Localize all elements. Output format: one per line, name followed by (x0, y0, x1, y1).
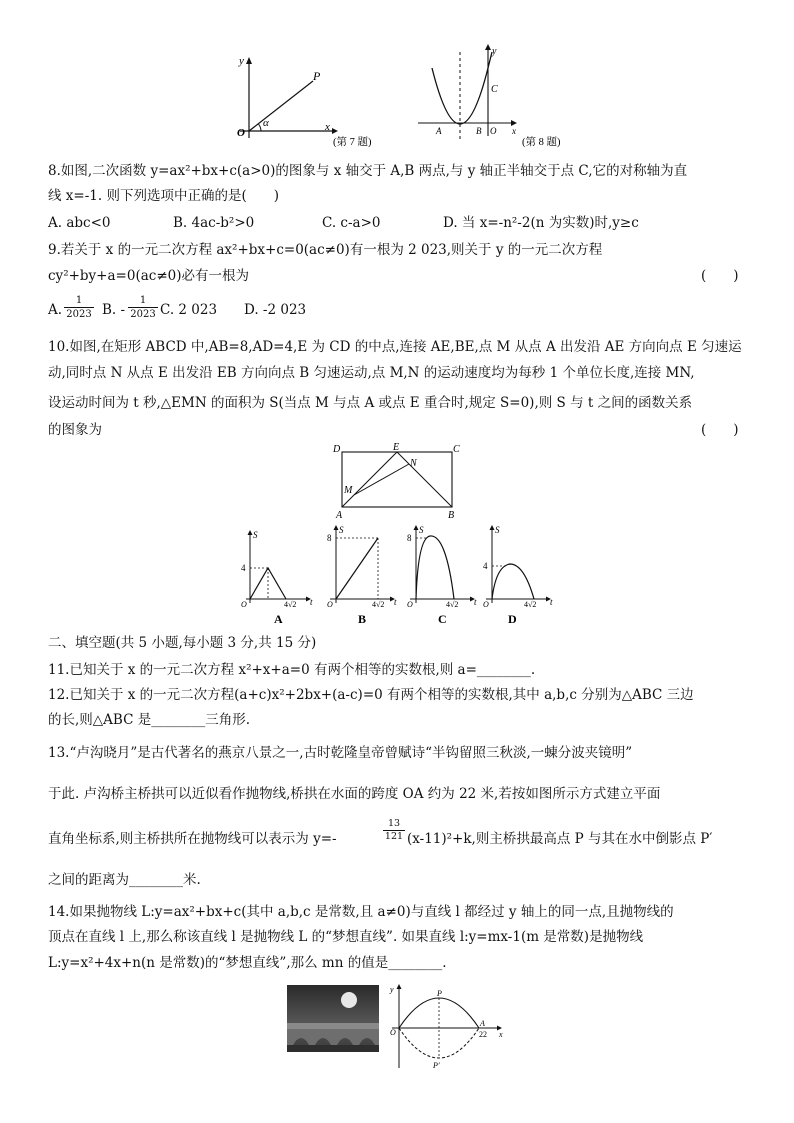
q13-line3-pre: 直角坐标系,则主桥拱所在抛物线可以表示为 y=- (48, 831, 337, 847)
q10-rectangle-figure (330, 440, 465, 522)
fig7-label-p: P (313, 69, 321, 83)
q10-segment-ae (342, 452, 397, 507)
graph-a-t-label: t (310, 597, 313, 607)
q13-label-a: A (480, 1019, 485, 1028)
q10-graph-c (402, 522, 482, 627)
section-heading: 二、填空题(共 5 小题,每小题 3 分,共 15 分) (48, 635, 317, 651)
fig7-angle-arc (259, 124, 262, 131)
q9-b-denominator: 2023 (130, 309, 156, 320)
graph-d-t-label: t (550, 597, 553, 607)
q9-b-numerator: 1 (128, 294, 158, 308)
graph-b-y-arrow (334, 525, 339, 530)
graph-d-origin: O (483, 600, 489, 609)
q8-stem-line1: 8.如图,二次函数 y=ax²+bx+c(a>0)的图象与 x 轴交于 A,B 两点,与 y 轴正半轴交于点 C,它的对称轴为直 (48, 163, 688, 179)
q9-a-numerator: 1 (64, 294, 94, 308)
q10-label-m: M (344, 485, 353, 496)
graph-d-curve (492, 564, 534, 599)
q10-stem-line2: 动,同时点 N 从点 E 出发沿 EB 方向向点 B 匀速运动,点 M,N 的运动速度均为每秒 1 个单位长度,连接 MN, (48, 365, 695, 381)
graph-a-ytick: 4 (241, 563, 246, 573)
q13-label-x: x (499, 1030, 503, 1039)
q13-y-arrow (397, 984, 402, 989)
q10-graph-b (322, 522, 402, 627)
fig7-y-arrow (246, 57, 252, 64)
graph-c-xtick: 4√2 (446, 600, 459, 609)
q9-stem-line1: 9.若关于 x 的一元二次方程 ax²+bx+c=0(ac≠0)有一根为 2 023,则关于 y 的一元二次方程 (48, 242, 603, 258)
graph-b-ytick: 8 (327, 533, 332, 543)
graph-b-xtick: 4√2 (372, 600, 385, 609)
graph-a-option-label: A (274, 612, 283, 626)
q10-label-e: E (393, 442, 400, 453)
fig7-caption: (第 7 题) (333, 137, 372, 148)
q10-label-d: D (333, 444, 341, 455)
q10-label-n: N (410, 458, 417, 469)
q13-line2: 于此. 卢沟桥主桥拱可以近似看作抛物线,桥拱在水面的跨度 OA 约为 22 米,若按如图所示方式建立平面 (48, 786, 661, 802)
graph-d-y-arrow (490, 525, 495, 530)
graph-b-origin: O (327, 600, 333, 609)
q13-label-22: 22 (479, 1030, 487, 1039)
q14-line1: 14.如果抛物线 L:y=ax²+bx+c(其中 a,b,c 是常数,且 a≠0)与直线 l 都经过 y 轴上的同一点,且抛物线的 (48, 904, 674, 920)
bridge-photo (287, 985, 379, 1052)
q10-segment-be (397, 452, 452, 507)
graph-c-y-arrow (414, 525, 419, 530)
q13-label-p: P (437, 989, 442, 998)
q9-stem-line2: cy²+by+a=0(ac≠0)必有一根为 (48, 268, 249, 284)
q12-line2: 的长,则△ABC 是________三角形. (48, 712, 251, 728)
fig8-label-a: A (436, 126, 442, 136)
q13-frac-num: 13 (383, 818, 405, 831)
fig8-label-y: y (492, 46, 497, 57)
fig8-label-x: x (512, 126, 516, 136)
fig8-caption: (第 8 题) (522, 137, 561, 148)
fig8-parabola (432, 52, 492, 124)
graph-d-xtick: 4√2 (524, 600, 537, 609)
fig8-label-o: O (490, 126, 497, 136)
graph-b-t-label: t (394, 597, 397, 607)
bridge-deck (287, 1023, 379, 1029)
q9-option-a-prefix: A. (48, 302, 63, 318)
q14-line2: 顶点在直线 l 上,那么称该直线 l 是抛物线 L 的“梦想直线”. 如果直线 l:y=mx-1(m 是常数)是抛物线 (48, 929, 644, 945)
graph-c-option-label: C (438, 612, 447, 626)
graph-d-option-label: D (508, 612, 517, 626)
graph-c-curve (416, 536, 454, 599)
q8-option-a: A. abc<0 (48, 215, 111, 231)
moon-icon (341, 992, 357, 1008)
q10-graph-a (238, 527, 318, 627)
q9-option-a-fraction (64, 294, 94, 321)
q10-segment-mn (354, 464, 409, 495)
graph-b-option-label: B (358, 612, 367, 626)
q12-line1: 12.已知关于 x 的一元二次方程(a+c)x²+2bx+(a-c)=0 有两个相等的实数根,其中 a,b,c 分别为△ABC 三边 (48, 687, 694, 703)
q10-stem-line3: 设运动时间为 t 秒,△EMN 的面积为 S(当点 M 与点 A 或点 E 重合时,规定 S=0),则 S 与 t 之间的函数关系 (48, 395, 693, 411)
q13-label-o: O (390, 1028, 396, 1037)
q9-a-denominator: 2023 (66, 309, 92, 320)
graph-c-t-label: t (474, 597, 477, 607)
graph-c-origin: O (407, 600, 413, 609)
q10-label-a: A (336, 510, 343, 521)
graph-d-ytick: 4 (483, 561, 488, 571)
fig7-x-arrow (332, 128, 338, 134)
fig7-label-o: O (237, 127, 245, 139)
graph-a-xtick: 4√2 (284, 600, 297, 609)
q10-label-b: B (448, 510, 455, 521)
graph-b-s-label: S (339, 525, 344, 535)
fig8-label-c: C (491, 84, 498, 95)
q13-label-y: y (390, 985, 394, 994)
graph-a-y-arrow (248, 530, 253, 535)
fig7-label-x: x (325, 121, 330, 133)
q10-rect-abcd (342, 452, 452, 507)
figure-q7 (225, 50, 395, 150)
bridge-arches (287, 1029, 379, 1045)
q10-answer-paren: ( ) (701, 422, 739, 438)
fig7-ray-op (249, 81, 313, 131)
fig8-label-b: B (476, 126, 482, 136)
fig8-y-arrow (485, 44, 491, 50)
graph-c-ytick: 8 (407, 533, 412, 543)
q9-option-b-fraction (128, 294, 158, 321)
figure-q8 (410, 40, 585, 150)
q9-option-d: D. -2 023 (244, 302, 307, 318)
q13-frac-den: 121 (384, 831, 404, 842)
q14-line3: L:y=x²+4x+n(n 是常数)的“梦想直线”,那么 mn 的值是________. (48, 955, 447, 971)
q8-option-d: D. 当 x=-n²-2(n 为实数)时,y≥c (443, 215, 639, 231)
graph-a-origin: O (241, 600, 247, 609)
graph-b-curve (336, 538, 378, 599)
fig7-label-y: y (239, 55, 244, 67)
bridge-photo-drawing (287, 985, 379, 1052)
q10-stem-line4: 的图象为 (48, 422, 102, 438)
q13-fraction (383, 818, 405, 843)
q13-line4: 之间的距离为________米. (48, 872, 201, 888)
q13-parabola-figure (387, 983, 512, 1073)
q9-option-c: C. 2 023 (160, 302, 218, 318)
q9-answer-paren: ( ) (701, 268, 739, 284)
graph-d-s-label: S (495, 525, 500, 535)
q10-label-c: C (453, 444, 460, 455)
q11-text: 11.已知关于 x 的一元二次方程 x²+x+a=0 有两个相等的实数根,则 a=________. (48, 662, 536, 678)
q13-line1: 13.“卢沟晓月”是古代著名的燕京八景之一,古时乾隆皇帝曾赋诗“半钩留照三秋淡,一蝀分波夹镜明” (48, 745, 633, 761)
q10-stem-line1: 10.如图,在矩形 ABCD 中,AB=8,AD=4,E 为 CD 的中点,连接 AE,BE,点 M 从点 A 出发沿 AE 方向向点 E 匀速运 (48, 339, 742, 355)
q8-option-b: B. 4ac-b²>0 (173, 215, 255, 231)
q13-line3-post: (x-11)²+k,则主桥拱最高点 P 与其在水中倒影点 P′ (407, 831, 713, 847)
fig7-label-alpha: α (263, 117, 269, 129)
graph-c-s-label: S (419, 525, 424, 535)
q10-graph-d (478, 522, 558, 627)
q9-option-b-prefix: B. - (102, 302, 126, 318)
q13-label-p-prime: P′ (433, 1061, 440, 1070)
water (287, 1045, 379, 1052)
q8-option-c: C. c-a>0 (322, 215, 381, 231)
q8-stem-line2: 线 x=-1. 则下列选项中正确的是( ) (48, 188, 279, 204)
graph-a-s-label: S (253, 530, 258, 540)
